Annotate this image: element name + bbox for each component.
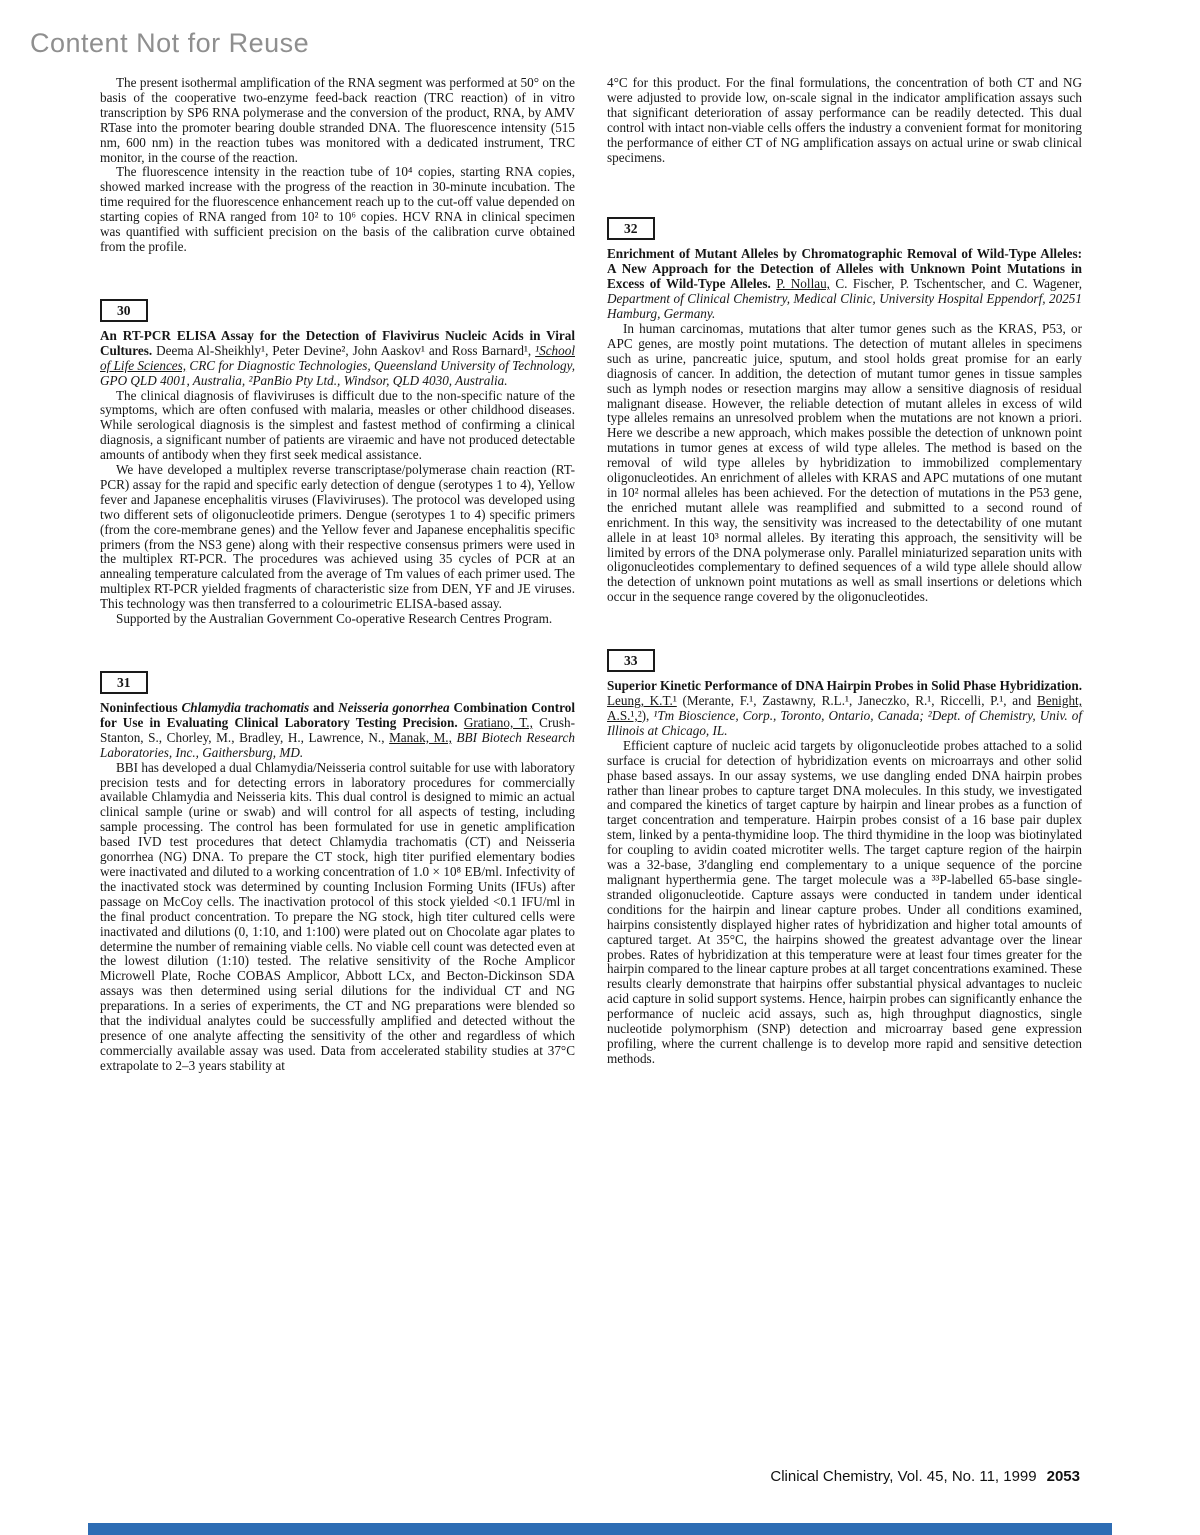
abstract-title-italic: Neisseria gonorrhea xyxy=(338,700,450,715)
footer-journal-text: Clinical Chemistry, Vol. 45, No. 11, 1999 xyxy=(770,1468,1037,1485)
abstract-heading xyxy=(100,701,575,761)
footer-page-number: 2053 xyxy=(1046,1468,1080,1485)
right-column xyxy=(607,76,1082,1074)
abstract-title: and xyxy=(309,700,339,715)
watermark-text: Content Not for Reuse xyxy=(30,28,310,58)
abstract-paragraph-continued: 4°C for this product. For the final formulations, the concentration of both CT and NG were adjusted to provide low, on-scale signal in the indicator amplification assays such that significant deterioration of assay performance can be readily detected. This dual control with intact non-viable cells offers the industry a convenient format for monitoring the performance of either CT of NG amplification assays on actual urine or swab clinical specimens. xyxy=(607,75,1082,165)
abstract-heading xyxy=(607,679,1082,739)
abstract-title: An RT-PCR ELISA Assay for the Detection of Flavivirus Nucleic Acids in Viral Cultures. xyxy=(100,327,575,358)
abstract-affiliation: BBI Biotech Research Laboratories, Inc., Gaithersburg, MD. xyxy=(100,729,575,760)
abstract-number-box: 30 xyxy=(100,299,148,322)
abstract-paragraph: In human carcinomas, mutations that alter tumor genes such as the KRAS, P53, or APC genes, are mostly point mutations. The detection of mutant alleles in specimens such as urine, pancreatic juice, sputum, and stool holds great promise for an early diagnosis of cancer. In addition, the detection of mutant tumor genes in tissue samples such as lymph nodes or resection margins may allow a sensitive diagnosis of residual malignant disease. However, the reliable detection of mutant alleles in excess of wild type alleles remains an unresolved problem when the mutations are not known a priori. Here we describe a new approach, which makes possible the detection of unknown point mutations in tumor genes at excess of wild type alleles. The method is based on the removal of wild type alleles by hybridization to immobilized complementary oligonucleotides. An enrichment of alleles with KRAS and APC mutations of one mutant in 10² normal alleles has been achieved. For the detection of mutations in the P53 gene, the enriched mutant allele was reamplified and submitted to a second round of enrichment. In this way, the sensitivity was increased to the detectability of one mutant allele in at least 10³ normal alleles. By iterating this approach, the sensitivity will be limited by errors of the DNA polymerase only. Parallel miniaturized separation units with oligonucleotides complementary to defined sequences of a wild type allele should allow the detection of unknown point mutations as well as small insertions or deletions which occur in the sequence range covered by the oligonucleotides. xyxy=(607,320,1082,605)
abstract-heading xyxy=(100,329,575,389)
abstract-paragraph: The clinical diagnosis of flaviviruses is difficult due to the non-specific nature of the symptoms, which are often confused with malaria, measles or other childhood diseases. While serological diagnosis is the simplest and fastest method of confirming a clinical diagnosis, a significant number of patients are viraemic and have not produced detectable amounts of antibody when they first seek medical assistance. xyxy=(100,387,575,463)
abstract-29-continuation xyxy=(100,76,575,255)
abstract-33-section xyxy=(607,649,1082,1067)
abstract-author-underlined: Manak, M., xyxy=(389,729,452,745)
abstract-paragraph: Efficient capture of nucleic acid targets by oligonucleotide probes attached to a solid surface is crucial for detection of hybridization events on microarrays and other solid phase based assays. In our assay systems, we use dangling ended DNA hairpin probes rather than linear probes to capture target DNA molecules. In this study, we investigated and compared the kinetics of target capture by hairpin and linear probes as a function of target concentration and temperature. Hairpin probes consist of a 16 base pair duplex stem, linked by a penta-thymidine loop. The third thymidine in the loop was biotinylated for coupling to avidin coated microtiter wells. The target capture region of the hairpin was a 32-base, 3'dangling end complementary to a unique sequence of the porcine malignant hyperthermia gene. The target molecule was a ³³P-labelled 65-base single-stranded oligonucleotide. Capture assays were conducted in tandem under identical conditions for the hairpin and linear capture probes. Under all conditions examined, hairpins consistently displayed higher rates of hybridization and higher total amounts of captured target. At 35°C, the hairpins showed the greatest advantage over the linear probes. Rates of hybridization at this temperature were at least four times greater for the hairpin compared to the linear capture probes at all target concentrations examined. These results clearly demonstrate that hairpins offer substantial physical advantages to nucleic acid capture in solid support systems. Hence, hairpin probes can significantly enhance the performance of nucleic acid assays, such as, high throughput diagnostics, single nucleotide polymorphism (SNP) detection and microarray based gene expression profiling, where the current challenge is to develop more rapid and sensitive detection methods. xyxy=(607,737,1082,1066)
abstract-affiliation: ¹Tm Bioscience, Corp., Toronto, Ontario, Canada; ²Dept. of Chemistry, Univ. of Illinois at Chicago, IL. xyxy=(607,708,1082,738)
bottom-bar xyxy=(88,1523,1112,1535)
intro-paragraph: The present isothermal amplification of the RNA segment was performed at 50° on the basis of the cooperative two-enzyme feed-back reaction (TRC reaction) of in vitro transcription by SP6 RNA polymerase and the conversion of the product, RNA, by AMV RTase into the promoter bearing double stranded DNA. The fluorescence intensity (515 nm, 600 nm) in the reaction tubes was monitored with a dedicated instrument, TRC monitor, in the course of the reaction. xyxy=(100,75,575,165)
abstract-author-underlined: Gratiano, T., xyxy=(463,714,533,730)
abstract-affiliation: CRC for Diagnostic Technologies, Queensland University of Technology, GPO QLD 4001, Australia, ²PanBio Pty Ltd., Windsor, QLD 4030, Australia. xyxy=(100,357,576,388)
abstract-paragraph: BBI has developed a dual Chlamydia/Neisseria control suitable for use with laboratory precision tests and for detecting errors in laboratory procedures for commercially available Chlamydia and Neisseria kits. This dual control is designed to mimic an actual clinical sample (urine or swab) and will control for all aspects of testing, including sample processing. The control has been formulated for use in genetic amplification based IVD test procedures that detect Chlamydia trachomatis (CT) and Neisseria gonorrhea (NG) DNA. To prepare the CT stock, high titer purified elementary bodies were inactivated and diluted to a working concentration of 1.0 × 10⁸ EB/ml. Infectivity of the inactivated stock was determined by counting Inclusion Forming Units (IFUs) after passage on McCoy cells. The inactivation protocol of this stock yielded <0.1 IFU/ml in the final product concentration. To prepare the NG stock, high titer cultured cells were inactivated and dilutions (0, 1:10, and 1:100) were plated out on Chocolate agar plates to determine the number of remaining viable cells. No viable cell count was detected even at the lowest dilution (1:10) tested. The relative sensitivity of the Roche Amplicor Microwell Plate, Roche COBAS Amplicor, Abbott LCx, and Becton-Dickinson SDA assays was then determined using serial dilutions for the individual CT and NG preparations. In a series of experiments, the CT and NG preparations were blended so that the individual analytes could be successfully amplified and detected without the presence of one analyte affecting the sensitivity of the other and regardless of which commercially available assay was used. Data from accelerated stability studies at 37°C extrapolate to 2–3 years stability at xyxy=(100,759,575,1073)
abstract-authors: Deema Al-Sheikhly¹, Peter Devine², John Aaskov¹ and Ross Barnard¹, xyxy=(156,342,536,358)
abstract-affiliation-underlined: ¹School of Life Sciences, xyxy=(100,342,575,373)
footer-citation xyxy=(770,1468,1080,1485)
abstract-heading xyxy=(607,247,1082,322)
abstract-paragraph: Supported by the Australian Government Co-operative Research Centres Program. xyxy=(116,611,553,627)
abstract-authors: Crush-Stanton, S., Chorley, M., Bradley, H., Lawrence, N., xyxy=(100,714,575,745)
abstract-author-underlined: Benight, A.S.¹,² xyxy=(607,693,1082,723)
abstract-number-box: 33 xyxy=(607,649,655,672)
left-column xyxy=(100,76,575,1074)
abstract-authors: C. Fischer, P. Tschentscher, and C. Wagener, xyxy=(829,276,1082,292)
abstract-authors: ), xyxy=(641,708,654,723)
abstract-author-underlined: P. Nollau, xyxy=(776,276,830,292)
abstract-number-box: 32 xyxy=(607,217,655,240)
intro-paragraph: The fluorescence intensity in the reaction tube of 10⁴ copies, starting RNA copies, showed marked increase with the progress of the reaction in 30-minute incubation. The time required for the fluorescence enhancement reach up to the cut-off value depended on starting copies of RNA ranged from 10² to 10⁶ copies. HCV RNA in clinical specimen was quantified with sufficient precision on the basis of the calibration curve obtained from the profile. xyxy=(100,164,575,254)
abstract-32-section xyxy=(607,217,1082,605)
abstract-title: Combination Control for Use in Evaluating Clinical Laboratory Testing Precision. xyxy=(100,700,576,730)
abstract-title: Superior Kinetic Performance of DNA Hairpin Probes in Solid Phase Hybridization. xyxy=(607,678,1082,694)
abstract-30-section xyxy=(100,299,575,627)
abstract-title-italic: Chlamydia trachomatis xyxy=(181,700,310,715)
page-columns xyxy=(100,76,1082,1074)
abstract-author-underlined: Leung, K.T.¹ xyxy=(607,693,677,709)
abstract-title: Noninfectious xyxy=(100,700,182,715)
abstract-title: Enrichment of Mutant Alleles by Chromatographic Removal of Wild-Type Alleles: A New Approach for the Detection of Alleles with Unknown Point Mutations in Excess of Wild-Type Alleles. xyxy=(607,246,1082,292)
abstract-31-section xyxy=(100,671,575,1074)
abstract-number-box: 31 xyxy=(100,671,148,694)
abstract-paragraph: We have developed a multiplex reverse transcriptase/polymerase chain reaction (RT-PCR) assay for the rapid and specific early detection of dengue (serotypes 1 to 4), Yellow fever and Japanese encephalitis viruses (Flaviviruses). The protocol was developed using two different sets of oligonucleotide primers. Dengue (serotypes 1 to 4) specific primers (from the core-membrane genes) and the Yellow fever and Japanese encephalitis specific primers (from the NS3 gene) along with their respective consensus primers were used in the multiplex RT-PCR. The procedures was achieved using 35 cycles of PCR at an annealing temperature calculated from the average of Tm values of each primer used. The multiplex RT-PCR yielded fragments of characteristic size from DEN, YF and JE viruses. This technology was then transferred to a colourimetric ELISA-based assay. xyxy=(100,462,575,612)
abstract-authors: (Merante, F.¹, Zastawny, R.L.¹, Janeczko, R.¹, Riccelli, P.¹, and xyxy=(676,693,1037,709)
abstract-affiliation: Department of Clinical Chemistry, Medical Clinic, University Hospital Eppendorf, 20251 Hamburg, Germany. xyxy=(607,291,1082,322)
abstract-31-continuation xyxy=(607,76,1082,165)
